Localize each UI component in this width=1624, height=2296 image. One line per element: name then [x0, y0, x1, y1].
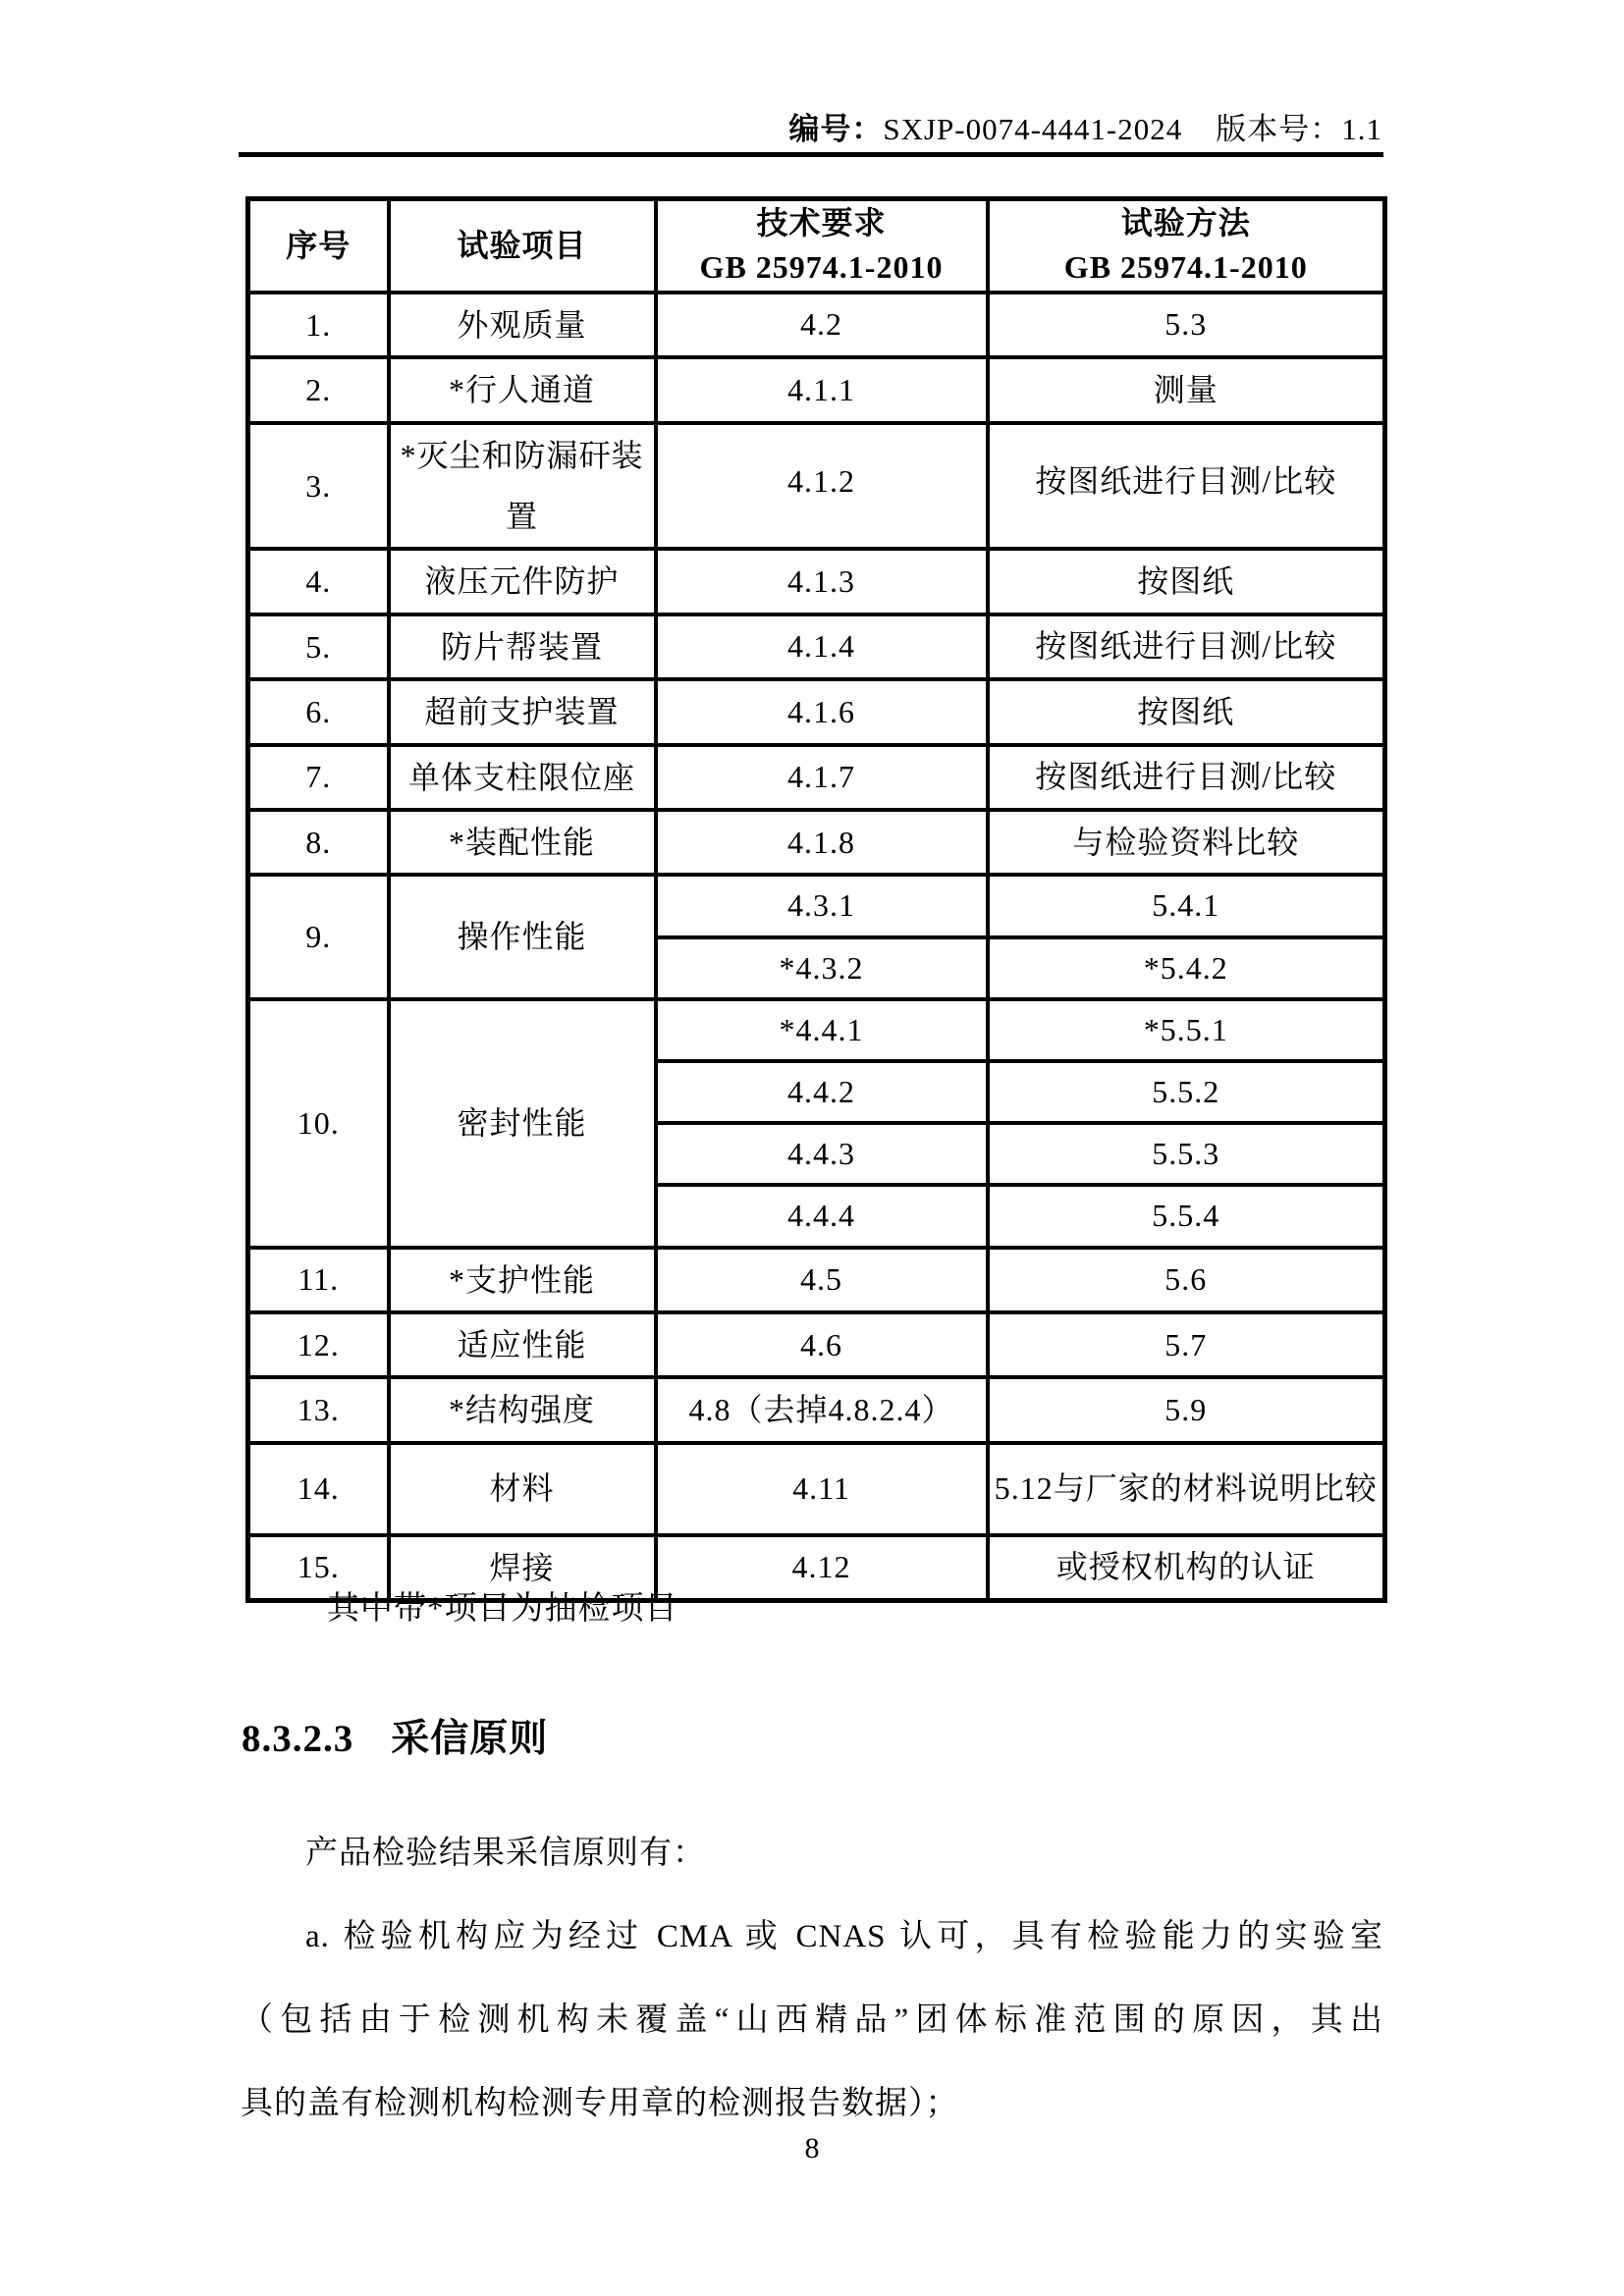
- cell-method: 5.4.1: [988, 875, 1385, 936]
- table-row: [248, 1443, 1385, 1535]
- cell-item: 单体支柱限位座: [389, 745, 656, 810]
- cell-method: 5.5.4: [988, 1185, 1385, 1247]
- table-row: [248, 999, 1385, 1061]
- table-row: [248, 614, 1385, 679]
- cell-method: 5.7: [988, 1312, 1385, 1377]
- cell-method: 与检验资料比较: [988, 810, 1385, 875]
- cell-requirement: 4.11: [656, 1443, 988, 1535]
- cell-method: *5.4.2: [988, 937, 1385, 999]
- cell-seq: 9.: [248, 875, 389, 998]
- cell-seq: 10.: [248, 999, 389, 1248]
- table-row: [248, 810, 1385, 875]
- cell-item: *行人通道: [389, 357, 656, 422]
- page-number: 8: [804, 2132, 820, 2164]
- table-row: [248, 357, 1385, 422]
- header-cell-seq: 序号: [248, 199, 389, 293]
- table-row: [248, 1312, 1385, 1377]
- cell-requirement: 4.4.2: [656, 1061, 988, 1123]
- cell-method: 按图纸进行目测/比较: [988, 745, 1385, 810]
- document-code-header: [788, 104, 1382, 148]
- cell-method: 或授权机构的认证: [988, 1535, 1385, 1601]
- table-row: [248, 679, 1385, 744]
- cell-seq: 14.: [248, 1443, 389, 1535]
- cell-item: 焊接: [389, 1535, 656, 1601]
- cell-method: *5.5.1: [988, 999, 1385, 1061]
- cell-seq: 8.: [248, 810, 389, 875]
- paragraph-item-a-line2: （包括由于检测机构未覆盖“山西精品”团体标准范围的原因，其出: [241, 2002, 1383, 2038]
- cell-requirement: 4.1.7: [656, 745, 988, 810]
- cell-method: 5.6: [988, 1248, 1385, 1312]
- cell-requirement: 4.1.3: [656, 549, 988, 614]
- cell-method: 测量: [988, 357, 1385, 422]
- cell-seq: 7.: [248, 745, 389, 810]
- table-footnote: 其中带*项目为抽检项目: [327, 1591, 678, 1627]
- cell-requirement: 4.3.1: [656, 875, 988, 936]
- paragraph-intro: 产品检验结果采信原则有：: [305, 1836, 706, 1871]
- doc-number-value: SXJP-0074-4441-2024: [883, 112, 1183, 146]
- cell-seq: 15.: [248, 1535, 389, 1601]
- cell-requirement: 4.12: [656, 1535, 988, 1601]
- cell-requirement: 4.1.4: [656, 614, 988, 679]
- header-cell-method: [988, 199, 1385, 293]
- cell-item: 材料: [389, 1443, 656, 1535]
- cell-seq: 2.: [248, 357, 389, 422]
- doc-number-label: 编号：: [788, 112, 884, 146]
- table-row: [248, 875, 1385, 936]
- header-requirement-title: 技术要求: [756, 205, 887, 240]
- cell-item: 外观质量: [389, 293, 656, 357]
- header-cell-requirement: [656, 199, 988, 293]
- doc-version-label: 版本号：: [1216, 112, 1342, 146]
- cell-requirement: 4.4.4: [656, 1185, 988, 1247]
- cell-requirement: 4.1.6: [656, 679, 988, 744]
- cell-item: 操作性能: [389, 875, 656, 998]
- test-items-table: [245, 196, 1387, 1603]
- cell-requirement: 4.1.8: [656, 810, 988, 875]
- cell-requirement: 4.1.2: [656, 423, 988, 550]
- header-cell-item: 试验项目: [389, 199, 656, 293]
- cell-requirement: 4.8（去掉4.8.2.4）: [656, 1377, 988, 1442]
- table-row: [248, 1377, 1385, 1442]
- cell-method: 5.12与厂家的材料说明比较: [988, 1443, 1385, 1535]
- cell-method: 按图纸进行目测/比较: [988, 614, 1385, 679]
- header-requirement-standard: GB 25974.1-2010: [699, 249, 944, 286]
- cell-seq: 12.: [248, 1312, 389, 1377]
- table-row: [248, 423, 1385, 550]
- cell-item: *结构强度: [389, 1377, 656, 1442]
- header-method-title: 试验方法: [1120, 205, 1251, 240]
- cell-requirement: *4.3.2: [656, 937, 988, 999]
- cell-item: 防片帮装置: [389, 614, 656, 679]
- cell-seq: 4.: [248, 549, 389, 614]
- cell-seq: 5.: [248, 614, 389, 679]
- cell-seq: 3.: [248, 423, 389, 550]
- header-divider-line: [239, 152, 1383, 157]
- cell-method: 5.5.3: [988, 1123, 1385, 1185]
- cell-item: 密封性能: [389, 999, 656, 1248]
- cell-item: 超前支护装置: [389, 679, 656, 744]
- doc-version-value: 1.1: [1341, 112, 1382, 146]
- table-row: [248, 1248, 1385, 1312]
- cell-item: 适应性能: [389, 1312, 656, 1377]
- section-title: 采信原则: [391, 1718, 549, 1760]
- cell-seq: 11.: [248, 1248, 389, 1312]
- cell-requirement: *4.4.1: [656, 999, 988, 1061]
- cell-method: 按图纸进行目测/比较: [988, 423, 1385, 550]
- table-row: [248, 549, 1385, 614]
- cell-requirement: 4.1.1: [656, 357, 988, 422]
- cell-requirement: 4.4.3: [656, 1123, 988, 1185]
- paragraph-item-a-line3: 具的盖有检测机构检测专用章的检测报告数据）；: [241, 2086, 959, 2121]
- section-number: 8.3.2.3: [242, 1718, 354, 1760]
- table-row: [248, 745, 1385, 810]
- cell-item: *支护性能: [389, 1248, 656, 1312]
- cell-item: *装配性能: [389, 810, 656, 875]
- cell-requirement: 4.5: [656, 1248, 988, 1312]
- cell-seq: 13.: [248, 1377, 389, 1442]
- cell-method: 按图纸: [988, 549, 1385, 614]
- cell-requirement: 4.2: [656, 293, 988, 357]
- cell-item: 液压元件防护: [389, 549, 656, 614]
- cell-seq: 6.: [248, 679, 389, 744]
- paragraph-item-a-line1: a. 检验机构应为经过 CMA 或 CNAS 认可，具有检验能力的实验室: [305, 1919, 1383, 1954]
- section-heading: [242, 1708, 548, 1763]
- cell-requirement: 4.6: [656, 1312, 988, 1377]
- cell-seq: 1.: [248, 293, 389, 357]
- table-row: [248, 293, 1385, 357]
- body-paragraphs: [241, 1812, 1383, 2146]
- cell-method: 5.9: [988, 1377, 1385, 1442]
- header-method-standard: GB 25974.1-2010: [1063, 249, 1308, 286]
- cell-method: 按图纸: [988, 679, 1385, 744]
- table-header-row: [248, 199, 1385, 293]
- cell-method: 5.5.2: [988, 1061, 1385, 1123]
- cell-method: 5.3: [988, 293, 1385, 357]
- cell-item: *灭尘和防漏矸装置: [389, 423, 656, 550]
